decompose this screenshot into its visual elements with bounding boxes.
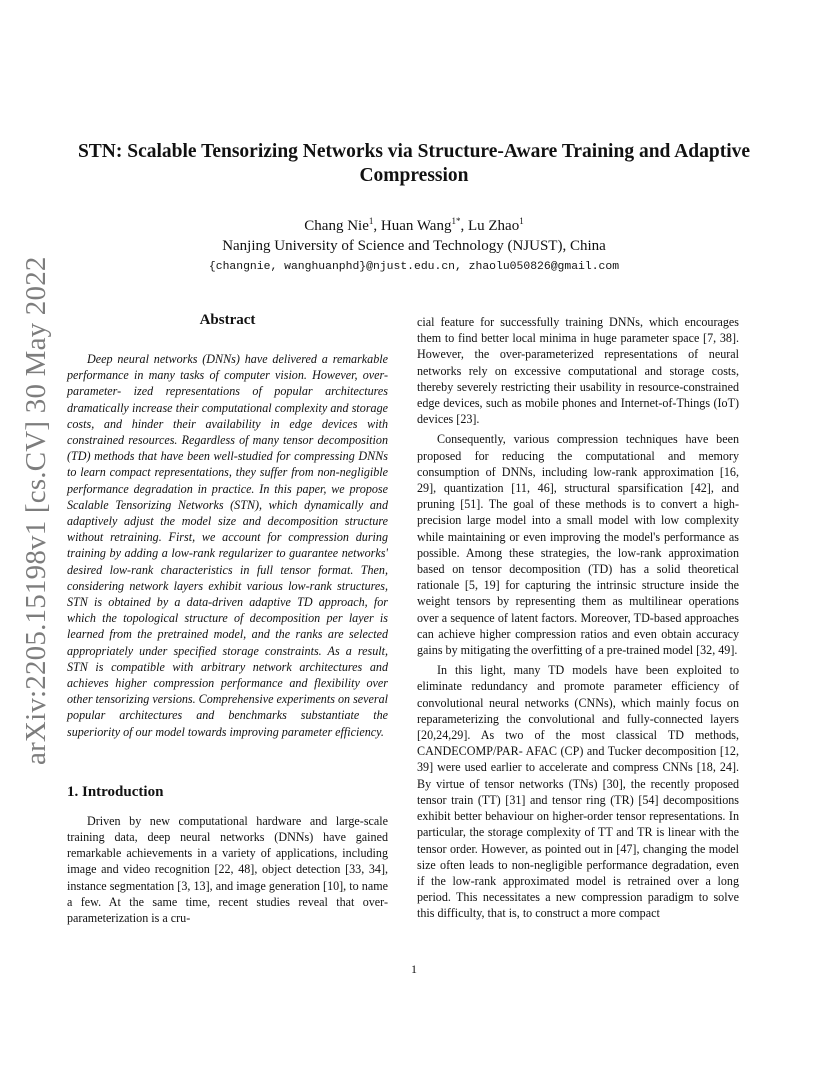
intro-paragraph: Consequently, various compression techniques have been proposed for reducing the computational and memory consumption of DNNs, including low-rank approximation [16, 29], quantization [11, 46], structural sparsification [42], and pruning [51]. The goal of these methods is to convert a high-precision large model into a small model with low complexity while maintaining or even improving the model's performance as possible. Among these strategies, the low-rank approximation based on tensor decomposition (TD) has a solid theoretical rationale [5, 19] for capturing the intrinsic structure inside the weight tensors by representing them as multilinear operations over a sequence of latent factors. Moreover, TD-based approaches can achieve higher compression ratios and even obtain accuracy gains by mitigating the overfitting of a pre-trained model [32, 49]. xyxy=(417,432,739,658)
intro-paragraph-continued: cial feature for successfully training DNNs, which encourages them to find better local minima in huge parameter space [7, 38]. However, the over-parameterized representations of neural networks rely on excessive computational and storage costs, thereby severely restricting their usability in resource-constrained edge devices, such as mobile phones and Internet-of-Things (IoT) devices [23]. xyxy=(417,315,739,427)
author-affil-mark: 1 xyxy=(519,216,524,226)
author-name: Chang Nie xyxy=(304,218,369,234)
author-emails: {changnie, wanghuanphd}@njust.edu.cn, zhaolu050826@gmail.com xyxy=(208,261,620,273)
intro-paragraph: Driven by new computational hardware and large-scale training data, deep neural networks (DNNs) have gained remarkable achievements in a variety of applications, including image and video recognition [22, 48], object detection [33, 34], instance segmentation [3, 13], and image generation [10], to name a few. At the same time, recent studies reveal that over-parameterization is a cru- xyxy=(67,813,388,926)
author-affil-mark: 1* xyxy=(451,216,461,226)
intro-paragraph: In this light, many TD models have been exploited to eliminate redundancy and promote parameter efficiency of convolutional neural networks (CNNs), which mainly focus on reparameterizing the convolutional and fully-connected layers [20,24,29]. As two of the most classical TD methods, CANDECOMP/PAR- AFAC (CP) and Tucker decomposition [12, 39] were used earlier to accelerate and compress CNNs [18, 24]. By virtue of tensor networks (TNs) [30], the recently proposed tensor train (TT) [31] and tensor ring (TR) [54] decompositions exhibit better behaviour on higher-order tensor representations. In particular, the storage complexity of TT and TR is linear with the tensor order. However, as pointed out in [47], changing the model size often leads to non-negligible performance degradation, even if the low-rank approximated model is retrained over a long period. This necessitates a new compression paradigm to solve this difficulty, that is, to construct a more compact xyxy=(417,663,739,921)
author-name: Huan Wang xyxy=(380,218,452,234)
author-affiliation: Nanjing University of Science and Technology (NJUST), China xyxy=(222,238,606,254)
introduction-heading: 1. Introduction xyxy=(67,783,164,800)
author-list: Chang Nie$^1$, Huan Wang$^{1*}$, Lu Zhao$^1$ xyxy=(304,216,524,234)
author-affil-mark: 1 xyxy=(368,216,374,226)
arxiv-identifier-stamp: arXiv:2205.15198v1 [cs.CV] 30 May 2022 xyxy=(20,256,52,765)
right-column xyxy=(417,314,739,926)
author-name: Lu Zhao xyxy=(467,218,520,234)
left-column xyxy=(67,312,388,930)
abstract-text: Deep neural networks (DNNs) have delivered a remarkable performance in many tasks of computer vision. However, over-parameter- ized representations of popular architectures dramatically increase their computational complexity and storage costs, and hinder their availability in edge devices with constrained resources. Regardless of many tensor decomposition (TD) methods that have been well-studied for compressing DNNs to learn compact representations, they suffer from non-negligible performance degradation in practice. In this paper, we propose Scalable Tensorizing Networks (STN), which dynamically and adaptively adjust the model size and decomposition structure without retraining. First, we account for compression during training by adding a low-rank regularizer to guarantee networks' desired low-rank characteristics in full tensor format. Then, considering network layers exhibit various low-rank structures, STN is obtained by a data-driven adaptive TD approach, for which the topological structure of decomposition per layer is learned from the pretrained model, and the ranks are selected appropriately under specified storage constraints. As a result, STN is compatible with arbitrary network architectures and achieves higher compression performance and flexibility over other tensorizing versions. Comprehensive experiments on several popular architectures and benchmarks substantiate the superiority of our model towards improving parameter efficiency. xyxy=(67,352,388,739)
page-number: 1 xyxy=(411,962,417,976)
abstract-heading: Abstract xyxy=(199,312,256,328)
paper-title: STN: Scalable Tensorizing Networks via Structure-Aware Training and Adaptive Compression xyxy=(77,141,751,186)
